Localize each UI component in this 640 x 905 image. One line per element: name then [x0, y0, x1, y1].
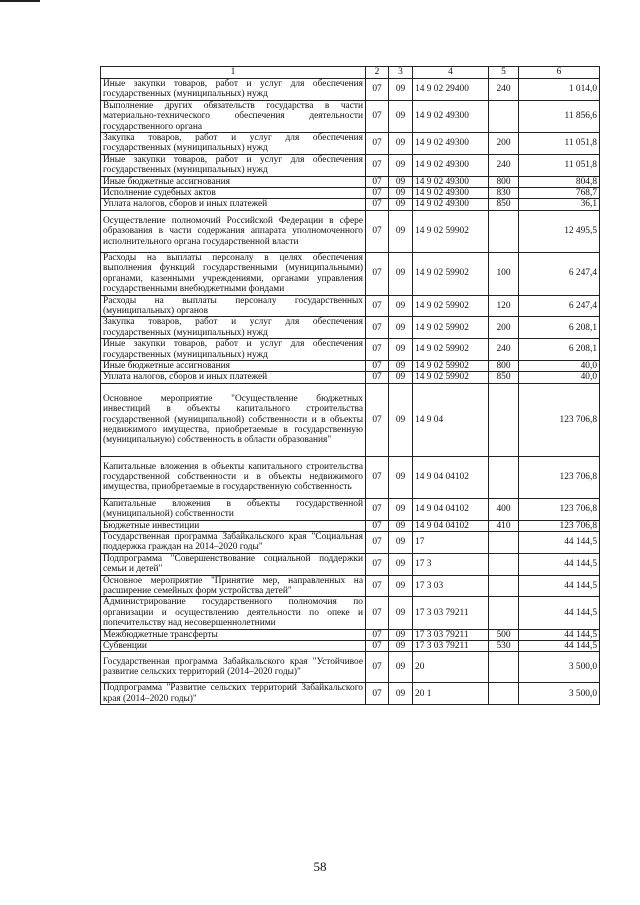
row-cell-c4: 14 9 02 49300 [413, 100, 489, 132]
row-cell-c2: 07 [366, 360, 389, 371]
row-name-cell: Государственная программа Забайкальского края "Социальная поддержка граждан на 2014–2020 годы" [101, 531, 366, 553]
row-name-cell: Основное мероприятие "Принятие мер, направленных на расширение семейных форм устройства детей" [101, 575, 366, 597]
row-cell-c2: 07 [366, 199, 389, 210]
row-cell-c2: 07 [366, 641, 389, 652]
row-cell-c3: 09 [389, 531, 413, 553]
row-cell-c6: 44 144,5 [519, 575, 600, 597]
row-cell-c2: 07 [366, 498, 389, 520]
row-name-cell: Расходы на выплаты персоналу государственных (муниципальных) органов [101, 295, 366, 317]
row-cell-c6: 3 500,0 [519, 683, 600, 705]
row-cell-c5: 830 [489, 188, 519, 199]
row-cell-c4: 17 3 03 [413, 575, 489, 597]
table-row [101, 372, 600, 383]
row-cell-c6: 123 706,8 [519, 456, 600, 498]
row-cell-c3: 09 [389, 252, 413, 295]
row-cell-c3: 09 [389, 295, 413, 317]
row-name-cell: Бюджетные инвестиции [101, 520, 366, 531]
row-name-cell: Субвенции [101, 641, 366, 652]
table-row [101, 575, 600, 597]
row-cell-c4: 14 9 02 49300 [413, 199, 489, 210]
table-row [101, 133, 600, 155]
row-cell-c6: 6 247,4 [519, 295, 600, 317]
row-name-cell: Иные закупки товаров, работ и услуг для обеспечения государственных (муниципальных) нужд [101, 79, 366, 101]
row-cell-c3: 09 [389, 498, 413, 520]
row-name-cell: Иные бюджетные ассигнования [101, 176, 366, 187]
row-name-cell: Иные закупки товаров, работ и услуг для обеспечения государственных (муниципальных) нужд [101, 339, 366, 361]
row-cell-c5 [489, 597, 519, 629]
header-col-4: 4 [413, 67, 489, 79]
row-cell-c6: 6 208,1 [519, 317, 600, 339]
row-cell-c4: 14 9 02 59902 [413, 210, 489, 252]
row-cell-c6: 1 014,0 [519, 79, 600, 101]
row-cell-c3: 09 [389, 133, 413, 155]
row-cell-c6: 123 706,8 [519, 520, 600, 531]
row-cell-c4: 17 [413, 531, 489, 553]
row-cell-c3: 09 [389, 188, 413, 199]
row-cell-c6: 11 051,8 [519, 133, 600, 155]
row-name-cell: Закупка товаров, работ и услуг для обеспечения государственных (муниципальных) нужд [101, 133, 366, 155]
row-name-cell: Расходы на выплаты персоналу в целях обеспечения выполнения функций государственными (муниципальными) органами, казенными учреждениями, органами управления государственными внебюджетными фондами [101, 252, 366, 295]
row-cell-c3: 09 [389, 520, 413, 531]
table-row [101, 652, 600, 683]
row-cell-c2: 07 [366, 383, 389, 456]
row-cell-c4: 14 9 02 59902 [413, 252, 489, 295]
table-row [101, 154, 600, 176]
row-cell-c4: 14 9 02 59902 [413, 360, 489, 371]
row-cell-c2: 07 [366, 339, 389, 361]
row-cell-c2: 07 [366, 295, 389, 317]
row-cell-c5: 410 [489, 520, 519, 531]
header-col-5: 5 [489, 67, 519, 79]
header-col-1: 1 [101, 67, 366, 79]
table-row [101, 498, 600, 520]
row-cell-c4: 14 9 04 [413, 383, 489, 456]
row-name-cell: Иные бюджетные ассигнования [101, 360, 366, 371]
row-cell-c4: 20 [413, 652, 489, 683]
table-row [101, 629, 600, 640]
row-cell-c6: 804,8 [519, 176, 600, 187]
table-row [101, 683, 600, 705]
row-cell-c2: 07 [366, 252, 389, 295]
table-row [101, 597, 600, 629]
row-cell-c4: 14 9 02 59902 [413, 295, 489, 317]
row-name-cell: Подпрограмма "Совершенствование социальной поддержки семьи и детей" [101, 553, 366, 575]
row-cell-c2: 07 [366, 372, 389, 383]
row-cell-c5: 850 [489, 372, 519, 383]
row-cell-c2: 07 [366, 210, 389, 252]
row-cell-c2: 07 [366, 154, 389, 176]
row-cell-c3: 09 [389, 176, 413, 187]
row-cell-c6: 44 144,5 [519, 597, 600, 629]
row-cell-c4: 14 9 02 59902 [413, 372, 489, 383]
row-cell-c3: 09 [389, 383, 413, 456]
row-cell-c5: 240 [489, 339, 519, 361]
header-col-3: 3 [389, 67, 413, 79]
row-cell-c5 [489, 553, 519, 575]
row-cell-c6: 40,0 [519, 372, 600, 383]
row-cell-c4: 14 9 02 49300 [413, 154, 489, 176]
row-cell-c3: 09 [389, 339, 413, 361]
row-cell-c4: 14 9 02 59902 [413, 339, 489, 361]
row-cell-c5: 800 [489, 360, 519, 371]
row-cell-c2: 07 [366, 176, 389, 187]
row-cell-c5 [489, 683, 519, 705]
row-name-cell: Межбюджетные трансферты [101, 629, 366, 640]
header-col-2: 2 [366, 67, 389, 79]
row-cell-c6: 36,1 [519, 199, 600, 210]
page-number: 58 [313, 859, 327, 874]
row-cell-c2: 07 [366, 79, 389, 101]
row-cell-c6: 123 706,8 [519, 383, 600, 456]
row-cell-c5 [489, 652, 519, 683]
row-cell-c3: 09 [389, 575, 413, 597]
row-cell-c5 [489, 456, 519, 498]
row-cell-c5 [489, 100, 519, 132]
table-row [101, 360, 600, 371]
row-cell-c2: 07 [366, 520, 389, 531]
row-cell-c6: 12 495,5 [519, 210, 600, 252]
row-cell-c6: 40,0 [519, 360, 600, 371]
row-cell-c4: 14 9 04 04102 [413, 456, 489, 498]
row-cell-c5 [489, 531, 519, 553]
budget-table [100, 66, 600, 705]
row-cell-c4: 17 3 03 79211 [413, 641, 489, 652]
table-row [101, 339, 600, 361]
row-cell-c4: 14 9 04 04102 [413, 520, 489, 531]
row-cell-c6: 44 144,5 [519, 629, 600, 640]
row-cell-c5: 200 [489, 317, 519, 339]
row-name-cell: Исполнение судебных актов [101, 188, 366, 199]
row-name-cell: Основное мероприятие "Осуществление бюджетных инвестиций в объекты капитального строительства государственной (муниципальной) собственности и в объекты недвижимого имущества, приобретаемые в государственную (муниципальную) собственность в области образования" [101, 383, 366, 456]
row-cell-c2: 07 [366, 553, 389, 575]
row-cell-c5: 530 [489, 641, 519, 652]
row-cell-c6: 44 144,5 [519, 641, 600, 652]
row-cell-c2: 07 [366, 133, 389, 155]
row-cell-c2: 07 [366, 575, 389, 597]
row-cell-c6: 768,7 [519, 188, 600, 199]
table-body [101, 79, 600, 705]
table-row [101, 383, 600, 456]
row-cell-c2: 07 [366, 683, 389, 705]
row-cell-c4: 17 3 03 79211 [413, 629, 489, 640]
row-cell-c3: 09 [389, 553, 413, 575]
row-cell-c6: 11 051,8 [519, 154, 600, 176]
table-row [101, 188, 600, 199]
row-cell-c3: 09 [389, 652, 413, 683]
row-cell-c4: 17 3 03 79211 [413, 597, 489, 629]
row-cell-c3: 09 [389, 629, 413, 640]
row-name-cell: Государственная программа Забайкальского края "Устойчивое развитие сельских территорий (2014–2020 годы)" [101, 652, 366, 683]
header-row [101, 67, 600, 79]
row-cell-c3: 09 [389, 154, 413, 176]
row-cell-c6: 6 247,4 [519, 252, 600, 295]
row-cell-c6: 44 144,5 [519, 531, 600, 553]
row-name-cell: Выполнение других обязательств государства в части материально-технического обеспечения деятельности государственного органа [101, 100, 366, 132]
table-row [101, 641, 600, 652]
table-row [101, 79, 600, 101]
table-row [101, 531, 600, 553]
table-row [101, 199, 600, 210]
row-name-cell: Капитальные вложения в объекты государственной (муниципальной) собственности [101, 498, 366, 520]
row-cell-c3: 09 [389, 100, 413, 132]
row-cell-c6: 6 208,1 [519, 339, 600, 361]
table-row [101, 176, 600, 187]
row-cell-c4: 14 9 02 49300 [413, 133, 489, 155]
row-cell-c5: 240 [489, 154, 519, 176]
row-cell-c3: 09 [389, 199, 413, 210]
row-cell-c6: 3 500,0 [519, 652, 600, 683]
row-cell-c3: 09 [389, 641, 413, 652]
row-cell-c4: 14 9 02 49300 [413, 188, 489, 199]
table-row [101, 252, 600, 295]
row-cell-c5: 100 [489, 252, 519, 295]
row-cell-c3: 09 [389, 683, 413, 705]
row-name-cell: Подпрограмма "Развитие сельских территорий Забайкальского края (2014–2020 годы)" [101, 683, 366, 705]
row-cell-c4: 20 1 [413, 683, 489, 705]
row-cell-c2: 07 [366, 597, 389, 629]
row-cell-c2: 07 [366, 100, 389, 132]
row-cell-c2: 07 [366, 188, 389, 199]
row-name-cell: Иные закупки товаров, работ и услуг для обеспечения государственных (муниципальных) нужд [101, 154, 366, 176]
table-row [101, 295, 600, 317]
table-row [101, 317, 600, 339]
table-row [101, 456, 600, 498]
table-row [101, 553, 600, 575]
row-cell-c5: 200 [489, 133, 519, 155]
row-cell-c5: 240 [489, 79, 519, 101]
row-cell-c4: 14 9 02 49300 [413, 176, 489, 187]
row-cell-c5: 120 [489, 295, 519, 317]
row-cell-c6: 11 856,6 [519, 100, 600, 132]
row-cell-c6: 123 706,8 [519, 498, 600, 520]
row-name-cell: Администрирование государственного полномочия по организации и осуществлению деятельности по опеке и попечительству над несовершеннолетними [101, 597, 366, 629]
row-cell-c2: 07 [366, 317, 389, 339]
row-cell-c3: 09 [389, 79, 413, 101]
row-cell-c4: 14 9 02 29400 [413, 79, 489, 101]
table-row [101, 210, 600, 252]
row-name-cell: Осуществление полномочий Российской Федерации в сфере образования в части содержания аппарата уполномоченного исполнительного органа государственной власти [101, 210, 366, 252]
table-header [101, 67, 600, 79]
row-cell-c4: 17 3 [413, 553, 489, 575]
row-cell-c5 [489, 575, 519, 597]
row-cell-c5 [489, 210, 519, 252]
row-cell-c5: 500 [489, 629, 519, 640]
row-cell-c4: 14 9 02 59902 [413, 317, 489, 339]
row-cell-c3: 09 [389, 372, 413, 383]
row-cell-c4: 14 9 04 04102 [413, 498, 489, 520]
row-cell-c5: 850 [489, 199, 519, 210]
row-cell-c3: 09 [389, 210, 413, 252]
row-cell-c2: 07 [366, 652, 389, 683]
row-cell-c3: 09 [389, 597, 413, 629]
row-cell-c3: 09 [389, 360, 413, 371]
row-cell-c2: 07 [366, 456, 389, 498]
row-name-cell: Уплата налогов, сборов и иных платежей [101, 372, 366, 383]
table-row [101, 520, 600, 531]
scan-edge-mark [0, 0, 40, 2]
row-cell-c5: 400 [489, 498, 519, 520]
row-cell-c3: 09 [389, 317, 413, 339]
row-name-cell: Уплата налогов, сборов и иных платежей [101, 199, 366, 210]
row-name-cell: Капитальные вложения в объекты капитального строительства государственной собственности и в объекты недвижимого имущества, приобретаемые в государственную собственность [101, 456, 366, 498]
row-cell-c5 [489, 383, 519, 456]
row-cell-c5: 800 [489, 176, 519, 187]
row-cell-c2: 07 [366, 531, 389, 553]
header-col-6: 6 [519, 67, 600, 79]
row-cell-c6: 44 144,5 [519, 553, 600, 575]
table-row [101, 100, 600, 132]
row-cell-c3: 09 [389, 456, 413, 498]
row-name-cell: Закупка товаров, работ и услуг для обеспечения государственных (муниципальных) нужд [101, 317, 366, 339]
row-cell-c2: 07 [366, 629, 389, 640]
